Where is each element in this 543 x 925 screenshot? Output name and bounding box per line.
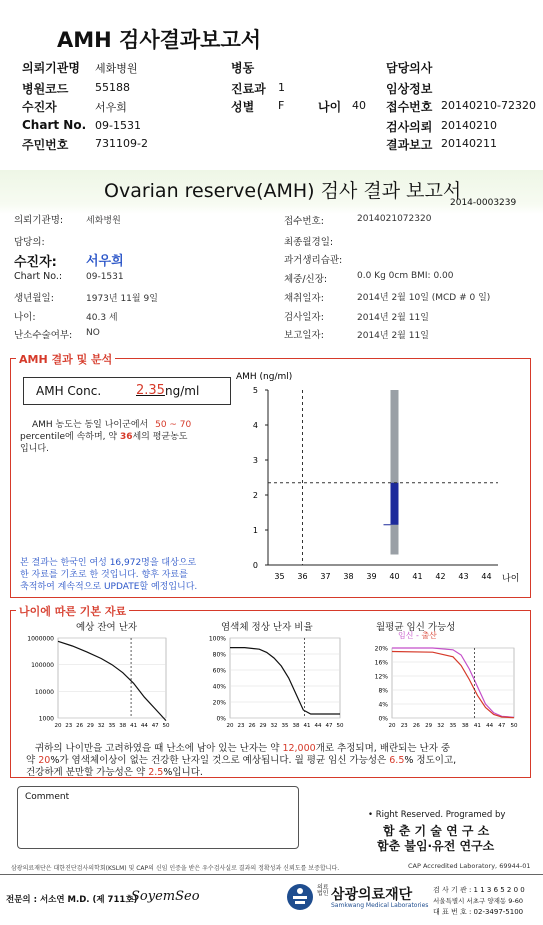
chart-x-tick-label: 50 [510, 723, 518, 729]
chart-x-tick-label: 41 [473, 723, 481, 729]
info-label: 채취일자: [284, 293, 324, 304]
amh-y-tick-label: 5 [252, 386, 258, 395]
chart-x-tick-label: 44 [486, 723, 494, 729]
amh-x-tick-label: 36 [297, 572, 308, 581]
info-label: 체중/신장: [284, 274, 328, 285]
amh-desc-text: AMH 농도는 동일 나이군에서 [32, 420, 149, 430]
info-value: 40.3 세 [86, 313, 118, 323]
chart-y-tick-label: 1000 [38, 715, 54, 723]
chart-y-tick-label: 12% [374, 673, 388, 681]
info-label: 과거생리습관: [284, 255, 343, 266]
amh-percentile: 50 ~ 70 [155, 420, 192, 430]
header-label: 성별 [231, 100, 255, 114]
header-label: 임상정보 [386, 82, 433, 96]
amh-y-tick-label: 0 [252, 561, 258, 570]
chart-x-tick-label: 26 [248, 723, 256, 729]
chart-x-tick-label: 50 [162, 723, 170, 729]
normal-chart [188, 628, 348, 736]
preg-chart-legend: 임신 - 출산 [398, 631, 437, 640]
amh-range-bar [391, 390, 399, 555]
chart-y-tick-label: 0% [216, 715, 226, 723]
chart-x-tick-label: 29 [259, 723, 267, 729]
summary-text: % 정도이고, [404, 755, 457, 766]
chart-y-tick-label: 100000 [31, 662, 54, 670]
report-header-title: AMH 검사결과보고서 [57, 28, 262, 52]
info-value: 0.0 Kg 0cm BMI: 0.00 [357, 271, 454, 281]
report-doc-number: 2014-0003239 [450, 198, 517, 208]
org-name-2: 함춘 불임·유전 연구소 [377, 839, 495, 853]
header-label: 의뢰기관명 [22, 61, 80, 75]
chart-x-tick-label: 29 [425, 723, 433, 729]
summary-birth-pct: 2.5 [148, 767, 164, 778]
summary-line3 [26, 764, 203, 778]
header-value: 1 [278, 81, 285, 94]
report-title: Ovarian reserve(AMH) 검사 결과 보고서 [104, 180, 462, 202]
amh-age-equiv: 36 [119, 432, 133, 442]
chart-x-tick-label: 20 [226, 723, 234, 729]
chart-x-tick-label: 29 [86, 723, 94, 729]
preg-chart [358, 628, 526, 736]
chart-x-tick-label: 38 [119, 723, 127, 729]
amh-desc-text: 입니다. [20, 444, 49, 454]
header-value: 20140210 [441, 119, 497, 132]
chart-x-tick-label: 20 [54, 723, 62, 729]
chart-x-tick-label: 41 [303, 723, 311, 729]
amh-x-tick-label: 42 [435, 572, 446, 581]
amh-chart [234, 366, 524, 586]
chart-y-tick-label: 20% [374, 645, 388, 653]
amh-desc-text: percentile에 속하며, 약 [20, 432, 118, 442]
chart-x-tick-label: 35 [108, 723, 116, 729]
chart-x-tick-label: 23 [400, 723, 408, 729]
info-value: NO [86, 328, 100, 338]
info-label: 검사일자: [284, 312, 324, 323]
chart-x-tick-label: 23 [65, 723, 73, 729]
summary-text: %입니다. [163, 767, 203, 778]
info-value: 09-1531 [86, 272, 124, 282]
amh-x-tick-label: 37 [320, 572, 331, 581]
chart-y-tick-label: 10000 [34, 688, 54, 696]
info-label: 난소수술여부: [14, 330, 73, 341]
summary-text: %가 염색체이상이 없는 건강한 난자일 것으로 예상됩니다. 월 평균 임신 가능성은 [50, 755, 387, 766]
samkwang-logo-icon [285, 882, 315, 912]
amh-note: 본 결과는 한국인 여성 16,972명을 대상으로 [20, 558, 197, 568]
chart-frame [392, 648, 514, 718]
chart-x-tick-label: 44 [314, 723, 322, 729]
doctor-name: 전문의 : 서소연 M.D. (제 711호) [6, 895, 138, 905]
chart-frame [58, 638, 166, 718]
header-label: 주민번호 [22, 138, 69, 152]
amh-x-tick-label: 35 [274, 572, 285, 581]
legend-pregnancy: 임신 [398, 631, 414, 640]
chart-x-tick-label: 41 [130, 723, 138, 729]
header-label: 결과보고 [386, 138, 433, 152]
chart-x-tick-label: 26 [76, 723, 84, 729]
doctor-signature: SoyemSeo [131, 889, 200, 904]
chart-x-tick-label: 35 [449, 723, 457, 729]
chart-x-tick-label: 47 [498, 723, 506, 729]
logo-name: 삼광의료재단 [331, 887, 413, 903]
info-label: 담당의: [14, 237, 45, 248]
header-label: 병원코드 [22, 82, 69, 96]
basic-section-title: 나이에 따른 기본 자료 [16, 603, 129, 619]
logo-small-text: 의료법인 [317, 884, 329, 897]
info-label: 접수번호: [284, 216, 324, 227]
info-value: 2014년 2월 11일 [357, 331, 429, 341]
amh-conc-label: AMH Conc. [36, 384, 102, 398]
amh-note: 한 자료를 기초로 한 것입니다. 향후 자료를 [20, 570, 188, 580]
footer-divider [0, 874, 543, 875]
header-label: 진료과 [231, 82, 266, 96]
chart-x-tick-label: 23 [237, 723, 245, 729]
info-label: 수진자: [14, 255, 57, 270]
amh-y-tick-label: 2 [252, 491, 258, 500]
info-value: 2014년 2월 11일 [357, 313, 429, 323]
header-value: F [278, 99, 285, 112]
summary-text: 건강하게 분만할 가능성은 약 [26, 767, 146, 778]
chart-x-tick-label: 32 [270, 723, 278, 729]
summary-text: 약 [26, 755, 36, 766]
amh-x-tick-label: 38 [343, 572, 354, 581]
header-label: 접수번호 [386, 100, 433, 114]
chart-y-tick-label: 8% [378, 687, 388, 695]
amh-iqr-bar [391, 483, 399, 525]
header-value: 731109-2 [95, 137, 148, 150]
chart-y-tick-label: 100% [208, 635, 226, 643]
amh-conc-value: 2.35 [136, 383, 165, 398]
amh-y-tick-label: 1 [252, 526, 258, 535]
chart-x-tick-label: 50 [336, 723, 344, 729]
chart-y-tick-label: 40% [212, 683, 226, 691]
chart-x-tick-label: 38 [461, 723, 469, 729]
chart-y-tick-label: 16% [374, 659, 388, 667]
chart-y-tick-label: 0% [378, 715, 388, 723]
data-line [58, 641, 166, 720]
info-label: 의뢰기관명: [14, 215, 64, 226]
info-label: Chart No.: [14, 271, 63, 282]
preg-chart-title: 월평균 임신 가능성 [376, 622, 456, 633]
patient-name: 서우희 [86, 254, 124, 269]
amh-x-tick-label: 39 [366, 572, 377, 581]
summary-preg-pct: 6.5 [389, 755, 405, 766]
info-label: 나이: [14, 312, 36, 323]
summary-eggs: 12,000 [282, 743, 316, 754]
chart-x-tick-label: 20 [388, 723, 396, 729]
eggs-chart-title: 예상 잔여 난자 [76, 622, 138, 633]
amh-conc-unit: ng/ml [165, 384, 200, 398]
amh-x-tick-label: 41 [412, 572, 423, 581]
chart-x-tick-label: 35 [281, 723, 289, 729]
header-label: 수진자 [22, 100, 57, 114]
pregnancy-line [392, 648, 514, 717]
normal-chart-title: 염색체 정상 난자 비율 [221, 622, 313, 633]
info-label: 최종월경일: [284, 237, 334, 248]
cert-text: 삼광의료재단은 대한진단검사의학회(KSLM) 및 CAP의 신임 인증을 받은 우수검사실로 결과의 정확성과 신뢰도를 보증합니다. [11, 865, 340, 872]
amh-y-axis-label: AMH (ng/ml) [236, 372, 293, 382]
address-line: 서울특별시 서초구 양재동 9-60 [433, 897, 524, 905]
data-line [230, 648, 340, 714]
summary-text: 귀하의 나이만을 고려하였을 때 난소에 남아 있는 난자는 약 [35, 743, 280, 754]
header-value: 세화병원 [95, 62, 138, 75]
info-value: 세화병원 [86, 216, 121, 226]
amh-y-tick-label: 4 [252, 421, 258, 430]
header-label: 나이 [318, 100, 342, 114]
org-name-1: 함 춘 기 술 연 구 소 [383, 824, 490, 838]
chart-x-tick-label: 32 [97, 723, 105, 729]
legend-birth: 출산 [421, 631, 437, 640]
header-label: Chart No. [22, 118, 87, 132]
amh-x-tick-label: 40 [389, 572, 400, 581]
summary-normal-pct: 20 [38, 755, 51, 766]
chart-y-tick-label: 60% [212, 667, 226, 675]
rights-text: • Right Reserved. Programed by [368, 810, 506, 820]
chart-y-tick-label: 80% [212, 651, 226, 659]
chart-x-tick-label: 47 [151, 723, 159, 729]
logo-english-name: Samkwang Medical Laboratories [331, 902, 429, 909]
amh-x-tick-label: 43 [458, 572, 469, 581]
info-value: 1973년 11월 9일 [86, 294, 158, 304]
header-value: 20140211 [441, 137, 497, 150]
cap-text: CAP Accredited Laboratory, 69944-01 [408, 862, 531, 870]
chart-x-tick-label: 32 [437, 723, 445, 729]
comment-label: Comment [25, 792, 70, 802]
birth-line [392, 652, 514, 718]
chart-frame [230, 638, 340, 718]
chart-y-tick-label: 20% [212, 699, 226, 707]
header-label: 검사의뢰 [386, 120, 433, 134]
chart-x-tick-label: 44 [140, 723, 148, 729]
amh-section-title: AMH 결과 및 분석 [16, 351, 115, 367]
info-label: 보고일자: [284, 330, 324, 341]
info-value: 2014021072320 [357, 214, 432, 224]
address-line: 대 표 번 호 : 02-3497-5100 [433, 908, 524, 916]
info-label: 생년월일: [14, 293, 54, 304]
header-value: 09-1531 [95, 119, 141, 132]
info-value: 2014년 2월 10일 (MCD # 0 일) [357, 293, 491, 303]
chart-y-tick-label: 1000000 [27, 635, 54, 643]
chart-x-tick-label: 47 [325, 723, 333, 729]
amh-x-tick-label: 44 [481, 572, 492, 581]
header-label: 병동 [231, 61, 255, 75]
chart-y-tick-label: 4% [378, 701, 388, 709]
amh-desc-text: 세의 평균농도 [132, 432, 188, 442]
header-value: 서우희 [95, 101, 127, 114]
chart-x-tick-label: 26 [412, 723, 420, 729]
eggs-chart [14, 628, 174, 736]
amh-y-tick-label: 3 [252, 456, 258, 465]
summary-text: 개로 추정되며, 배란되는 난자 중 [315, 743, 451, 754]
amh-note: 축적하여 계속적으로 UPDATE할 예정입니다. [20, 582, 198, 592]
amh-x-axis-label: 나이 [502, 574, 520, 584]
address-line: 검 사 기 관 : 1 1 3 6 5 2 0 0 [433, 886, 525, 894]
header-value: 20140210-72320 [441, 99, 536, 112]
header-label: 담당의사 [386, 61, 433, 75]
chart-x-tick-label: 38 [292, 723, 300, 729]
header-value: 55188 [95, 81, 130, 94]
header-value: 40 [352, 99, 366, 112]
